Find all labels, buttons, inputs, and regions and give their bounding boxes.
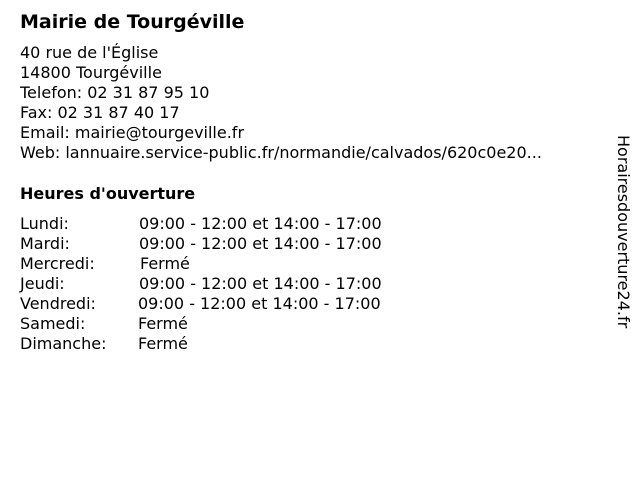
site-watermark: Horairesdouverture24.fr — [614, 135, 633, 329]
website-link[interactable]: Web: lannuaire.service-public.fr/normandie/calvados/620c0e20... — [20, 143, 542, 162]
contact-block — [20, 43, 542, 163]
day-label: Mardi: — [20, 234, 70, 253]
opening-hours-heading: Heures d'ouverture — [20, 184, 196, 203]
day-label: Jeudi: — [20, 274, 65, 293]
phone-number[interactable]: Telefon: 02 31 87 95 10 — [20, 83, 210, 102]
day-hours: Fermé — [140, 254, 190, 273]
email-address[interactable]: Email: mairie@tourgeville.fr — [20, 123, 245, 142]
day-label: Lundi: — [20, 214, 69, 233]
address-street: 40 rue de l'Église — [20, 43, 159, 62]
day-label: Mercredi: — [20, 254, 95, 273]
day-hours: 09:00 - 12:00 et 14:00 - 17:00 — [138, 294, 381, 313]
day-label: Vendredi: — [20, 294, 96, 313]
page-title: Mairie de Tourgéville — [20, 11, 245, 33]
day-hours: Fermé — [138, 334, 188, 353]
address-city: 14800 Tourgéville — [20, 63, 162, 82]
day-hours: 09:00 - 12:00 et 14:00 - 17:00 — [139, 214, 382, 233]
day-hours: 09:00 - 12:00 et 14:00 - 17:00 — [139, 274, 382, 293]
day-label: Dimanche: — [20, 334, 107, 353]
fax-number: Fax: 02 31 87 40 17 — [20, 103, 180, 122]
day-label: Samedi: — [20, 314, 86, 333]
day-hours: 09:00 - 12:00 et 14:00 - 17:00 — [139, 234, 382, 253]
day-hours: Fermé — [138, 314, 188, 333]
